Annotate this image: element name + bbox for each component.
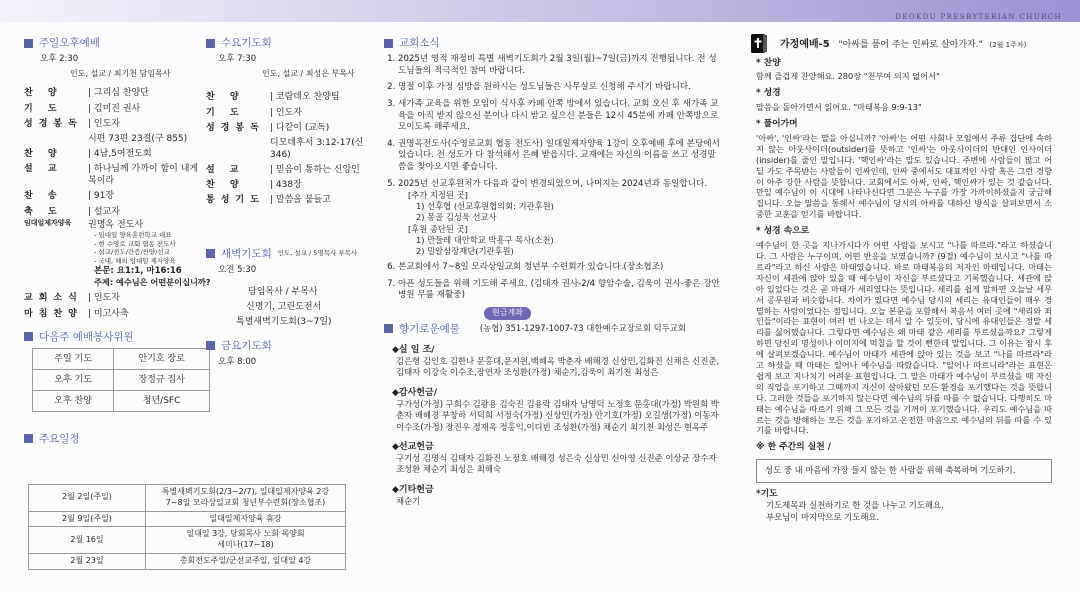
offering-group-head: ◆기타헌금 [392,484,434,495]
volunteer-name: 청년/SFC [114,390,210,411]
offering-group-head: ◆선교헌금 [392,441,434,452]
mission-change: 1) 선후협 (선교후원협의회: 기관후원) [416,201,554,212]
order-row [206,107,366,119]
order-label: 성경봉독 [24,118,83,129]
order-label: 축 도 [24,206,63,217]
reading-quote: "아싸를 품어 주는 인싸로 살아가자." [838,40,983,50]
order-label: 찬 송 [24,191,63,202]
news-item: 1. 2025년 영적 재정비 특별 새벽기도회가 2월 3일(월)~7일(금)까지 진행됩니다. 전 성도님들의 적극적인 참여 바랍니다. [398,54,722,77]
volunteer-row [33,390,210,411]
order-label: 통성기도 [206,195,265,206]
mission-change: 1) 만들레 대안학교 박흥구 목사(소천) [416,234,554,245]
schedule-table [28,484,346,570]
church-name: DEOKDU PRESBYTERIAN CHURCH [895,13,1062,21]
order-row [24,190,206,202]
offering-group-head: ◆실 일 조/ [392,344,435,355]
news-item: 4. 권명옥전도사(수영로교회 협동 전도사) 일대일제자양육 1강이 오후예배 후에 본당에서 있습니다. 전 성도가 다 참석해서 은혜 받읍시다. 교재에는 자신의 이름을 쓰고 성경말씀을 찾아오시면 좋습니다. [398,139,722,174]
schedule-row [29,553,346,569]
ordination-note: - 설교/전도/간증/찬양/선교 [94,248,170,257]
offering-group-body: 김은형 김인호 김한나 문홍대,문지원,백혜옥 박춘자 배해경 신상민,김화진 신채은 신진준,김태자 이강숙 이수조,장연자 조성환(가정) 채순기,김욱이 최기천 최성은 [396,356,720,378]
section-bullet-icon [384,324,393,333]
order-row [206,194,366,206]
news-heading: 교회소식 [384,36,722,50]
column-4 [756,38,1052,523]
ordination-note: - 임대일 양육훈련학교 대표 [94,230,172,239]
volunteer-row [33,348,210,369]
order-label: 찬 양 [206,92,245,103]
sunday-pm-heading: 주일오후예배 [24,36,206,50]
volunteers-heading: 다음주 예배봉사위원 [24,330,206,344]
ordination-notes [24,231,206,266]
offering-groups [384,344,722,507]
order-row [206,122,366,134]
order-row [24,103,206,115]
column-3 [384,36,722,507]
order-label: 설 교 [24,164,63,175]
offering-group-body: 구기성 김명식 김태자 김화진 노정호 배해경 성은숙 신상민 신아영 신진준 이상균 장수자 조성환 채순기 최성은 최해숙 [396,453,717,475]
dawn-heading: 새벽기도회 인도, 설교 / 5명목사 부목사 [206,247,366,261]
schedule-date: 2월 9일(주일) [29,511,146,527]
wednesday-order [206,91,366,206]
order-label [206,137,270,161]
news-item: 3. 새가족 교육을 위한 모임이 식사후 카페 안쪽 방에서 있습니다. 교회 오신 후 새가족 교육을 아직 받지 않으신 분이나 다시 받고 싶으신 분들은 12시 45분에 카페 안쪽방으로 모이도록 해주세요. [398,99,722,134]
schedule-event: 일대일제자양육 휴강 [146,511,346,527]
order-label: 찬 양 [206,180,245,191]
dawn-lines [206,286,366,328]
ordination-note: - 국내, 해외 임대일 제자양육 [94,257,176,266]
order-row [24,118,206,130]
order-value: | 하나님께 가까이 함이 내게 복이라 [88,164,199,187]
order-value: 디모데후서 3:12-17(신 346) [270,137,364,160]
order-value: | 믿음이 통하는 신앙인 [270,165,360,176]
volunteer-role: 오후 기도 [33,369,114,390]
wednesday-heading: 수요기도회 [206,36,366,50]
schedule-event: 특별새벽기도회(2/3~2/7), 일대일제자양육 2강 7~8일 모라상일교회 청년부수련회(장소협조) [146,485,346,512]
mission-changes [398,190,722,257]
account-number: (농협) 351-1297-1007-73 대한예수교장로회 덕두교회 [479,323,686,334]
reading-section-head: * 성경 [756,88,781,99]
account-badge: 현금계좌 [484,307,531,320]
reading-section-body: 말씀을 돌아가면서 읽어요. "마태복음 9:9-13" [756,102,922,113]
prayer-line: 부모님이 마지막으로 기도해요. [766,511,880,522]
volunteer-row [33,369,210,390]
order-value: | 91장 [88,191,115,202]
ordination-name: 권명옥 전도사 [88,219,144,230]
order-value: | 인도자 [270,107,302,118]
order-value: | 다같이 (교독) [270,122,330,133]
church-news-row: 교회소식 | 인도자 [24,293,120,304]
order-row [206,164,366,176]
order-label: 찬 양 [24,88,63,99]
closing-song-row: 마침찬양 | 미고사축 [24,308,129,319]
ordination-block [24,219,206,231]
order-label: 기 도 [206,107,245,118]
prayer-lines [756,500,1052,523]
section-bullet-icon [206,341,215,350]
reading-section-body: 함께 즐겁게 찬양해요. 280장 "천부여 의지 없어서" [756,71,940,82]
mission-change: [추가 지정된 곳] [408,190,468,201]
reading-title: 가정예배-5 [780,39,830,50]
schedule-row [29,511,346,527]
dawn-line: 신명기, 고린도전서 [246,302,322,313]
reading-section-head: * 찬양 [756,57,781,68]
dawn-line: 담임목사 / 부목사 [248,287,318,298]
order-row [206,137,366,161]
news-item: 7. 아픈 성도들을 위해 기도해 주세요. (김태자 권사-2/4 향암수술, 김욱이 권사-좋은 강안병원 무릎 재활중) [398,279,722,302]
friday-time: 오후 8:00 [218,356,257,367]
order-row [24,87,206,99]
order-value: | 말씀을 붙들고 [270,195,331,206]
order-label: 기 도 [24,103,63,114]
order-row [24,148,206,160]
order-row [24,163,206,187]
practice-box: 성도 중 내 마음에 가장 들지 않는 한 사람을 위해 축복하며 기도하기. [756,459,1052,482]
order-value: | 코람데오 찬양팀 [270,92,340,103]
news-item: 2. 명절 이후 가정 심방을 원하시는 성도님들은 사무실로 신청해 주시기 바랍니다. [398,82,722,94]
sunday-pm-order [24,87,206,217]
order-value: | 438장 [270,180,302,191]
offering-group-body: 채순기 [396,495,421,506]
practice-heading: ※ 한 주간의 실천 / [756,442,832,453]
dawn-leader: 인도, 설교 / 5명목사 부목사 [277,249,358,258]
section-bullet-icon [24,434,33,443]
order-label: 성경봉독 [206,122,265,133]
wednesday-leader: 인도, 설교 / 최성은 부목사 [262,68,355,78]
schedule-heading: 주요일정 [24,432,206,446]
volunteers-table [32,348,210,412]
sermon-theme: 주제: 예수님은 어떤분이십니까? [94,277,211,288]
reading-section-body: 예수님이 한 곳을 지나가시다가 어떤 사람을 보시고 "나를 따르라."라고 하셨습니다. 그 사람은 누구이며, 어떤 반응을 보였습니까? (9절) 예수님이 보시고 "나를 따르라"라고 하신 사람은 마태였습니다. 바로 마태복음의 저자인 마태입니다. 마태는 자신이 세관에 앉아 있을 때 예수님이 자신을 부르셨다고 기록했습니다. 세관에 앉아 있었다는 것은 곧 마태가 세리였다는 뜻입니다. 세리를 쉽게 말하면 오늘날 세무서 공무원과 비슷합니다. 차이가 있다면 예수님 당시의 세리는 유대인들이 매우 경멸하는 사람이었다는 점입니다. 오늘 본문을 포함해서 복음서 여러 곳에 "세리와 죄인들"이라는 표현이 여러 번 나오는 데서 알 수 있듯이, 당시에 유대인들은 정말 세리를 싫어했습니다. 그렇다면 예수님은 왜 마태 같은 세리를 부르셨을까요? 그렇게 하면 당신의 명성이나 이미지에 먹칠을 할 것이 뻔한데 말입니다. 그 이유는 잠시 후에 살펴보겠습니다. 예수님이 마태가 세관에 앉아 있는 것을 보고 "나를 따르라"라고 하셨을 때 마태는 일어나 예수님을 따랐습니다. "일어나 따르니라"라는 표현은 쉽게 보고 지나치기 어려운 표현입니다. 그 말은 마태가 예수님이 부르셨을 때 자신의 직업을 포기하고 그때까지 자신이 살아왔던 모든 환경을 포기했다는 것을 뜻합니다. 그러한 것들을 포기하지 않는다면 예수님의 뒤를 따를 수 없습니다. 다행히도 마태는 예수님을 따르기 위해 그 모든 것을 기꺼이 포기했습니다. 우리도 예수님을 따르는 것을 방해하는 모든 것을 포기하고 온전한 마음으로 예수님의 뒤를 따를 수 있기를 바랍니다. [756,240,1052,436]
news-item: 6. 본교회에서 7~8일 모라상일교회 청년부 수련회가 있습니다.(장소협조) [398,262,722,274]
order-row [24,206,206,218]
order-value: | 설교자 [88,206,120,217]
order-value: 시편 73편 23절(구 855) [88,133,188,144]
sunday-pm-time: 오후 2:30 [40,54,79,65]
volunteer-name: 장정규 집사 [114,369,210,390]
order-value: | 인도자 [88,118,120,129]
order-label: 찬 양 [24,149,63,159]
order-value: | 4남,5여전도회 [88,149,152,159]
prayer-line: 기도제목과 실천하기로 한 것을 나누고 기도해요. [766,500,944,511]
order-row [206,179,366,191]
order-row [24,133,206,145]
reading-week: (2월 1주차) [989,41,1027,49]
mission-change: 2) 밀알심장재단(기관후원) [416,246,514,257]
reading-sections [756,58,1052,437]
column-1 [24,36,211,450]
reading-section-body: '아싸', '인싸'라는 말을 아십니까? '아싸'는 어떤 사회나 모임에서 주류 집단에 속하지 않는 아웃사이더(outsider)를 뜻하고 '인싸'는 아웃사이더의 반대인 인사이더(insider)를 줄인 말입니다. '핵인싸'라는 말도 있습니다. 주변에 사람들이 많고 어딜 가도 주목받는 사람들이 인싸인데, 인싸 중에서도 대표적인 사람 혹은 그런 경향이 아주 강한 사람을 뜻합니다. 교회에서도 아싸, 인싸, 핵인싸가 있는 것 같습니다. 만일 예수님이 이 시대에 나타나신다면 그분은 누구를 가장 가까이하셨을지 궁금해집니다. 오늘 말씀을 통해서 예수님이 당시의 아싸를 대하신 방식을 살펴보면서 소중한 교훈을 얻기를 바랍니다. [756,132,1052,220]
reading-section-head: * 성경 속으로 [756,226,810,237]
sermon-verse: 본문: 요1:1, 마16:16 [94,265,182,276]
schedule-event: 일대일 3강, 당회목사 노회 목양회 세미나(17~18) [146,527,346,554]
news-list [384,54,722,302]
column-2 [206,36,366,368]
mission-change: [후원 종단된 곳] [408,223,468,234]
volunteer-role: 주일 기도 [33,348,114,369]
schedule-date: 2월 23일 [29,553,146,569]
news-item: 5. 2025년 선교후원처가 다음과 같이 변경되었으며, 나머지는 2024년과 동일합니다. [추가 지정된 곳] 1) 선후협 (선교후원협의회: 기관후원) 2) 몽골 김성욱 선교사 [후원 종단된 곳] 1) 만들레 대안학교 박흥구 목사(소천) 2) 밀알심장재단(기관후원) [398,179,722,258]
order-label [24,133,88,145]
schedule-row [29,485,346,512]
order-row [206,91,366,103]
schedule-date: 2월 2일(주일) [29,485,146,512]
section-bullet-icon [24,39,33,48]
dawn-line: 특별새벽기도회(3~7일) [236,317,332,328]
mission-change: 2) 몽골 김성욱 선교사 [416,212,497,223]
ordination-note: - 현 수영로 교회 협동 전도사 [94,239,176,248]
reading-section-head: * 풀어가며 [756,119,798,130]
section-bullet-icon [206,249,215,258]
section-bullet-icon [384,39,393,48]
dawn-time: 오전 5:30 [218,264,257,275]
order-value: | 김미진 권사 [88,103,141,114]
prayer-heading: *기도 [756,488,778,499]
friday-heading: 금요기도회 [206,339,366,353]
offering-heading: 향기로운예물 (농협) 351-1297-1007-73 대한예수교장로회 덕두교회 [384,322,722,336]
schedule-date: 2월 16일 [29,527,146,554]
volunteer-role: 오후 찬양 [33,390,114,411]
offering-group-head: ◆감사헌금/ [392,387,437,398]
schedule-row [29,527,346,554]
offering-badge-row [384,307,722,320]
ordination-label: 임대일제자양육 [24,218,72,227]
section-bullet-icon [24,332,33,341]
order-value: | 그리심 찬양단 [88,88,149,99]
section-bullet-icon [206,39,215,48]
order-label: 설 교 [206,165,245,176]
sunday-pm-leader: 인도, 설교 / 최기천 담임목사 [70,68,171,78]
schedule-event: 총회전도주일/군선교주일, 일대일 4강 [146,553,346,569]
reading-header [756,38,1052,52]
volunteer-name: 안기호 장로 [114,348,210,369]
wednesday-time: 오후 7:30 [218,54,257,65]
offering-group-body: 구가성(가정) 구희수 김광용 김숙진 김용락 김태자 남명덕 노정호 문홍대(가정) 박원희 박춘자 배혜경 부창하 서덕희 서정숙(가정) 신상민(가정) 안기호(가정) 오길생(가정) 이동자 이수조(가정) 장진우 정재옥 정홍익,이디빈 조성환(가정) 채순기 최기천 최성은 현옥주 [396,398,719,432]
